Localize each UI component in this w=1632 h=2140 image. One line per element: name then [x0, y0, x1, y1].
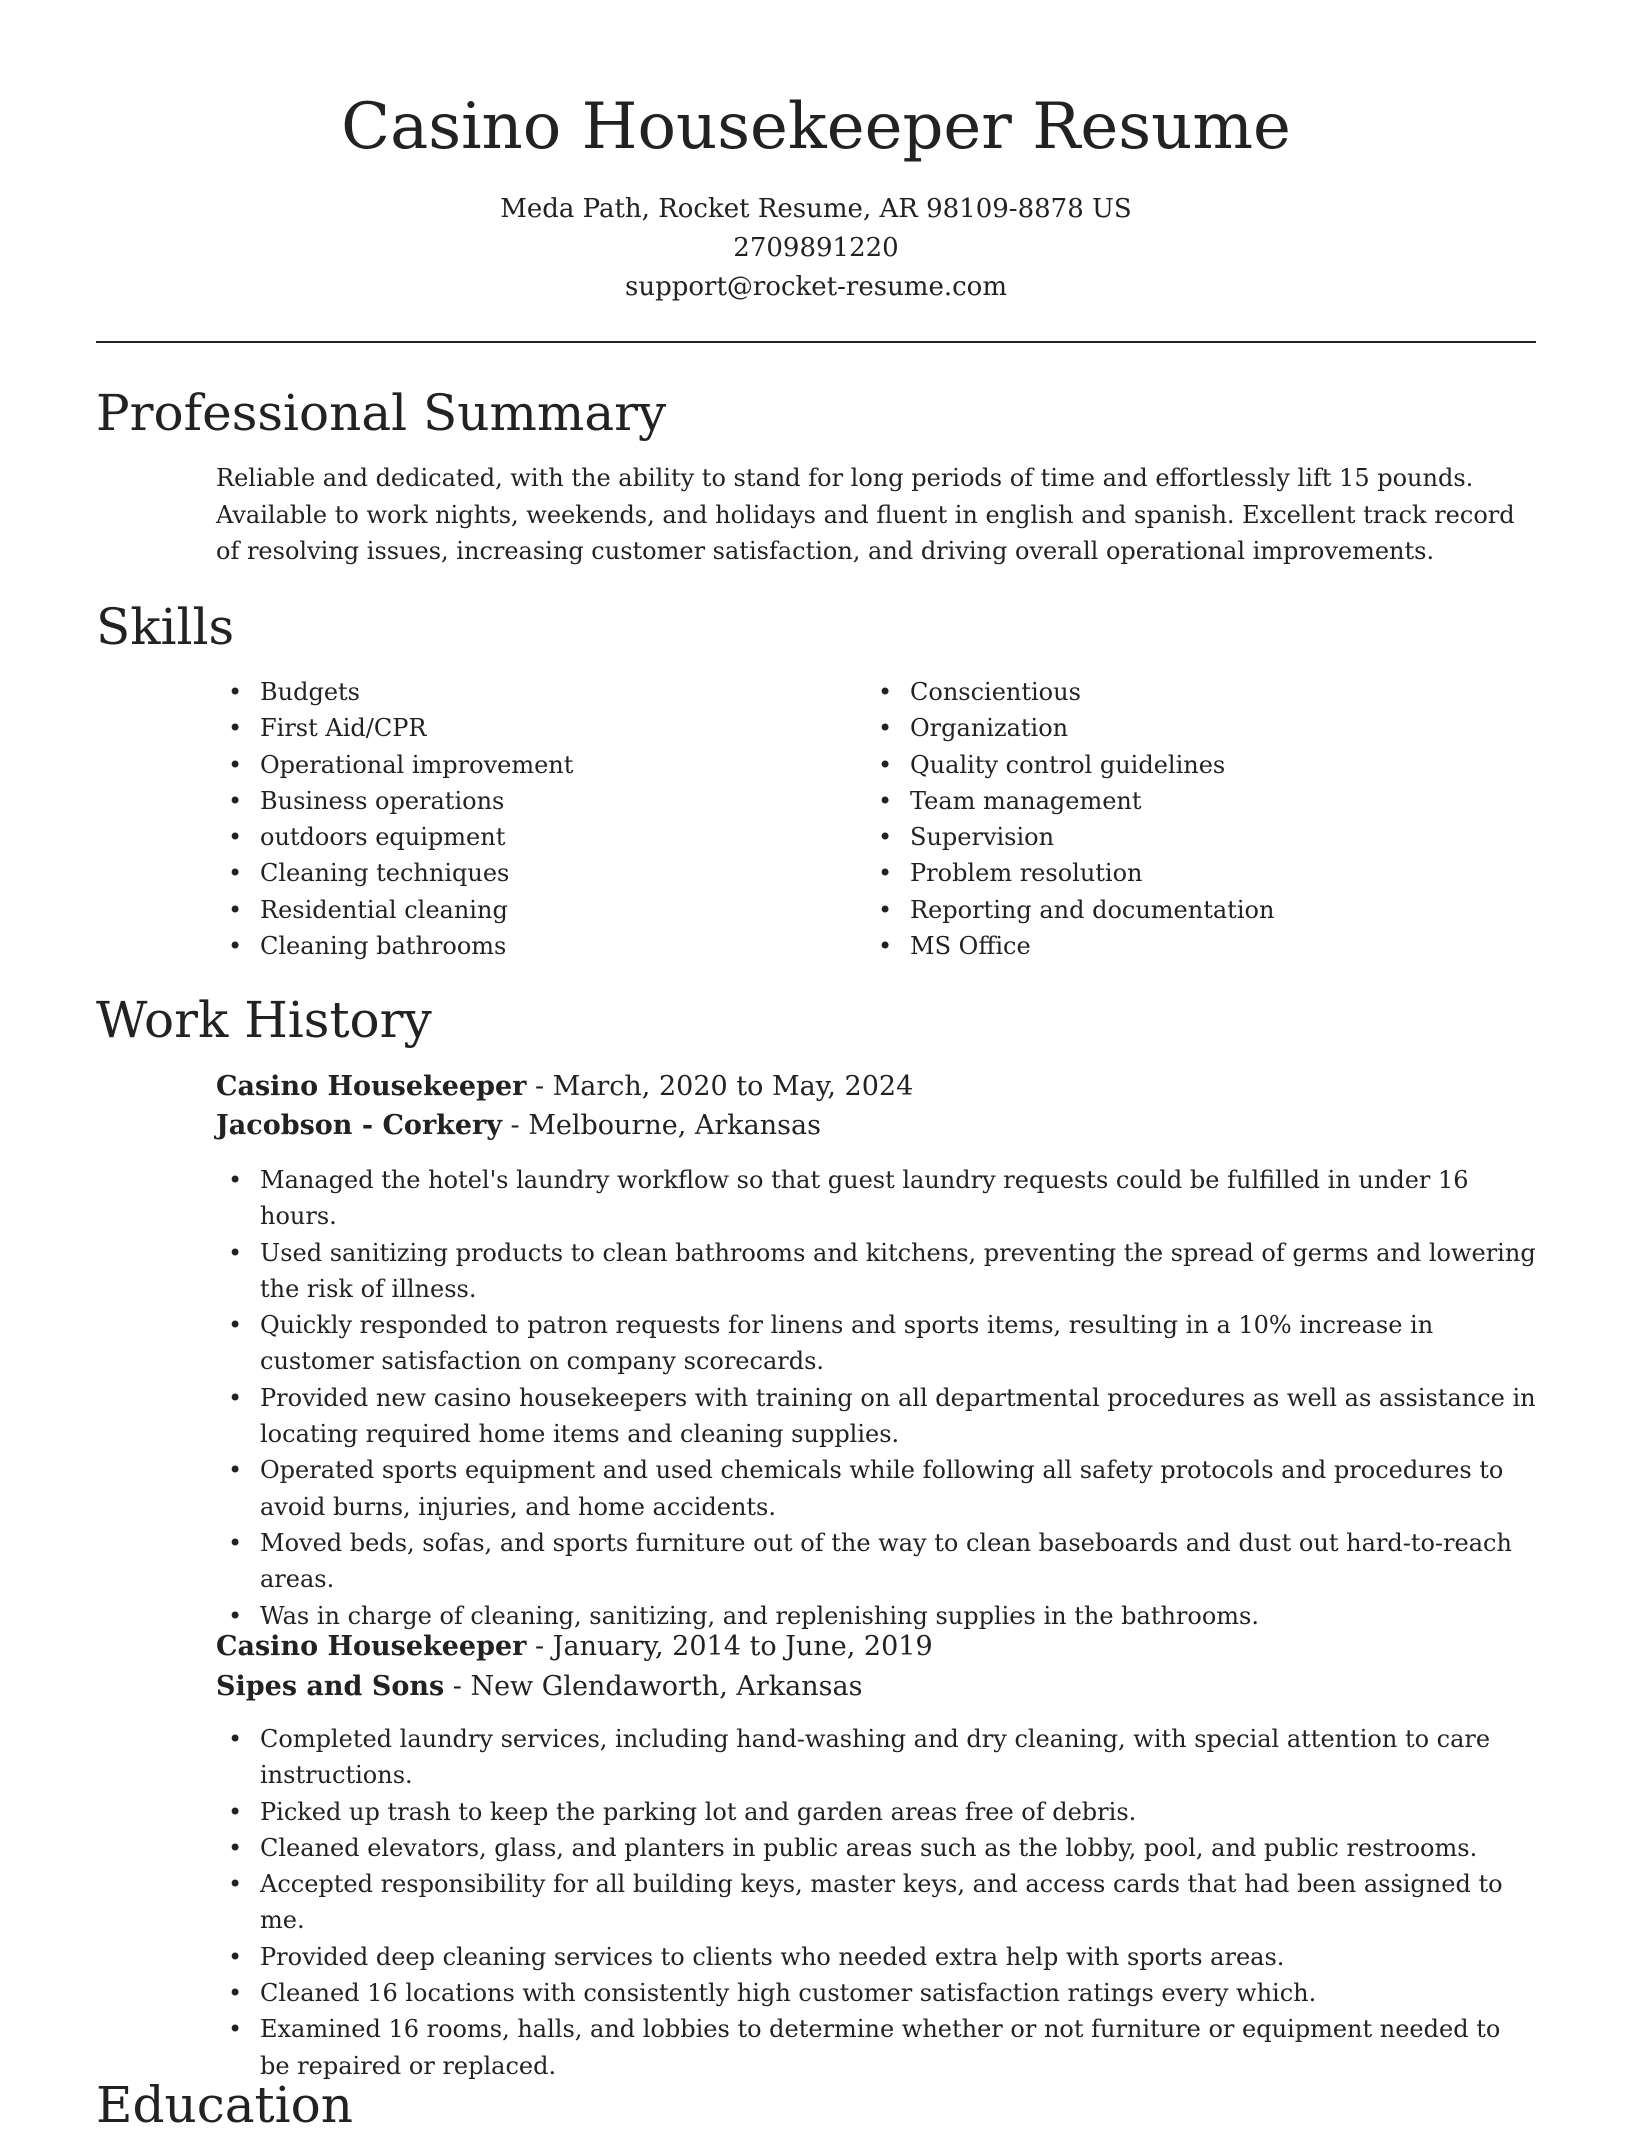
- job-2-heading: [216, 1627, 933, 1667]
- work-history-heading: Work History: [96, 991, 432, 1049]
- skill-item: • Cleaning techniques: [216, 855, 836, 891]
- contact-phone: 2709891220: [733, 233, 899, 263]
- job-2-title: Casino Housekeeper: [216, 1631, 527, 1662]
- list-item: • Operated sports equipment and used chemicals while following all safety protocols and procedures to avoid burns, injuries, and home accidents.: [216, 1452, 1536, 1525]
- job-2-bullets: [216, 1721, 1536, 2084]
- education-heading: Education: [96, 2076, 353, 2134]
- list-item: • Moved beds, sofas, and sports furniture out of the way to clean baseboards and dust out hard-to-reach areas.: [216, 1525, 1536, 1598]
- contact-block: [96, 190, 1536, 307]
- list-item: • Managed the hotel's laundry workflow so that guest laundry requests could be fulfilled in under 16 hours.: [216, 1162, 1536, 1235]
- job-1-employer: [216, 1106, 821, 1146]
- list-item: • Picked up trash to keep the parking lot and garden areas free of debris.: [216, 1794, 1536, 1830]
- job-1-title: Casino Housekeeper: [216, 1071, 527, 1102]
- skill-item: • Team management: [866, 783, 1486, 819]
- skill-item: • Operational improvement: [216, 747, 836, 783]
- skill-item: • MS Office: [866, 928, 1486, 964]
- skills-list-left: [216, 674, 836, 964]
- skill-item: • outdoors equipment: [216, 819, 836, 855]
- list-item: • Examined 16 rooms, halls, and lobbies to determine whether or not furniture or equipment needed to be repaired or replaced.: [216, 2011, 1536, 2084]
- list-item: • Provided new casino housekeepers with training on all departmental procedures as well as assistance in locating required home items and cleaning supplies.: [216, 1380, 1536, 1453]
- list-item: • Accepted responsibility for all building keys, master keys, and access cards that had been assigned to me.: [216, 1866, 1536, 1939]
- skill-item: • Budgets: [216, 674, 836, 710]
- list-item: • Quickly responded to patron requests for linens and sports items, resulting in a 10% increase in customer satisfaction on company scorecards.: [216, 1307, 1536, 1380]
- job-2-employer: [216, 1667, 862, 1707]
- skill-item: • Business operations: [216, 783, 836, 819]
- skill-item: • Problem resolution: [866, 855, 1486, 891]
- job-2-dates: - January, 2014 to June, 2019: [526, 1631, 933, 1662]
- job-2-location: - New Glendaworth, Arkansas: [444, 1671, 863, 1702]
- resume-title: Casino Housekeeper Resume: [341, 90, 1291, 164]
- skill-item: • Organization: [866, 710, 1486, 746]
- skills-list-right: [866, 674, 1486, 964]
- contact-email: support@rocket-resume.com: [624, 272, 1007, 302]
- job-1-company: Jacobson - Corkery: [216, 1110, 502, 1141]
- job-2-company: Sipes and Sons: [216, 1671, 445, 1702]
- skill-item: • Quality control guidelines: [866, 747, 1486, 783]
- contact-address: Meda Path, Rocket Resume, AR 98109-8878 US: [500, 194, 1132, 224]
- job-1-dates: - March, 2020 to May, 2024: [526, 1071, 914, 1102]
- list-item: • Was in charge of cleaning, sanitizing, and replenishing supplies in the bathrooms.: [216, 1598, 1536, 1634]
- skill-item: • Conscientious: [866, 674, 1486, 710]
- summary-text: Reliable and dedicated, with the ability to stand for long periods of time and effortlessly lift 15 pounds. Available to work nights, weekends, and holidays and fluent in english and spanish. Excellent track record of resolving issues, increasing customer satisfaction, and driving overall operational improvements.: [216, 464, 1515, 565]
- list-item: • Cleaned 16 locations with consistently high customer satisfaction ratings every which.: [216, 1975, 1536, 2011]
- list-item: • Completed laundry services, including hand-washing and dry cleaning, with special attention to care instructions.: [216, 1721, 1536, 1794]
- summary-heading: Professional Summary: [96, 384, 667, 442]
- skill-item: • Residential cleaning: [216, 892, 836, 928]
- skill-item: • Reporting and documentation: [866, 892, 1486, 928]
- list-item: • Provided deep cleaning services to clients who needed extra help with sports areas.: [216, 1939, 1536, 1975]
- skill-item: • Supervision: [866, 819, 1486, 855]
- skill-item: • First Aid/CPR: [216, 710, 836, 746]
- skill-item: • Cleaning bathrooms: [216, 928, 836, 964]
- list-item: • Cleaned elevators, glass, and planters in public areas such as the lobby, pool, and public restrooms.: [216, 1830, 1536, 1866]
- list-item: • Used sanitizing products to clean bathrooms and kitchens, preventing the spread of germs and lowering the risk of illness.: [216, 1235, 1536, 1308]
- skills-heading: Skills: [96, 598, 235, 656]
- header-divider: [96, 341, 1536, 343]
- job-1-heading: [216, 1067, 913, 1107]
- job-1-bullets: [216, 1162, 1536, 1634]
- job-1-location: - Melbourne, Arkansas: [501, 1110, 821, 1141]
